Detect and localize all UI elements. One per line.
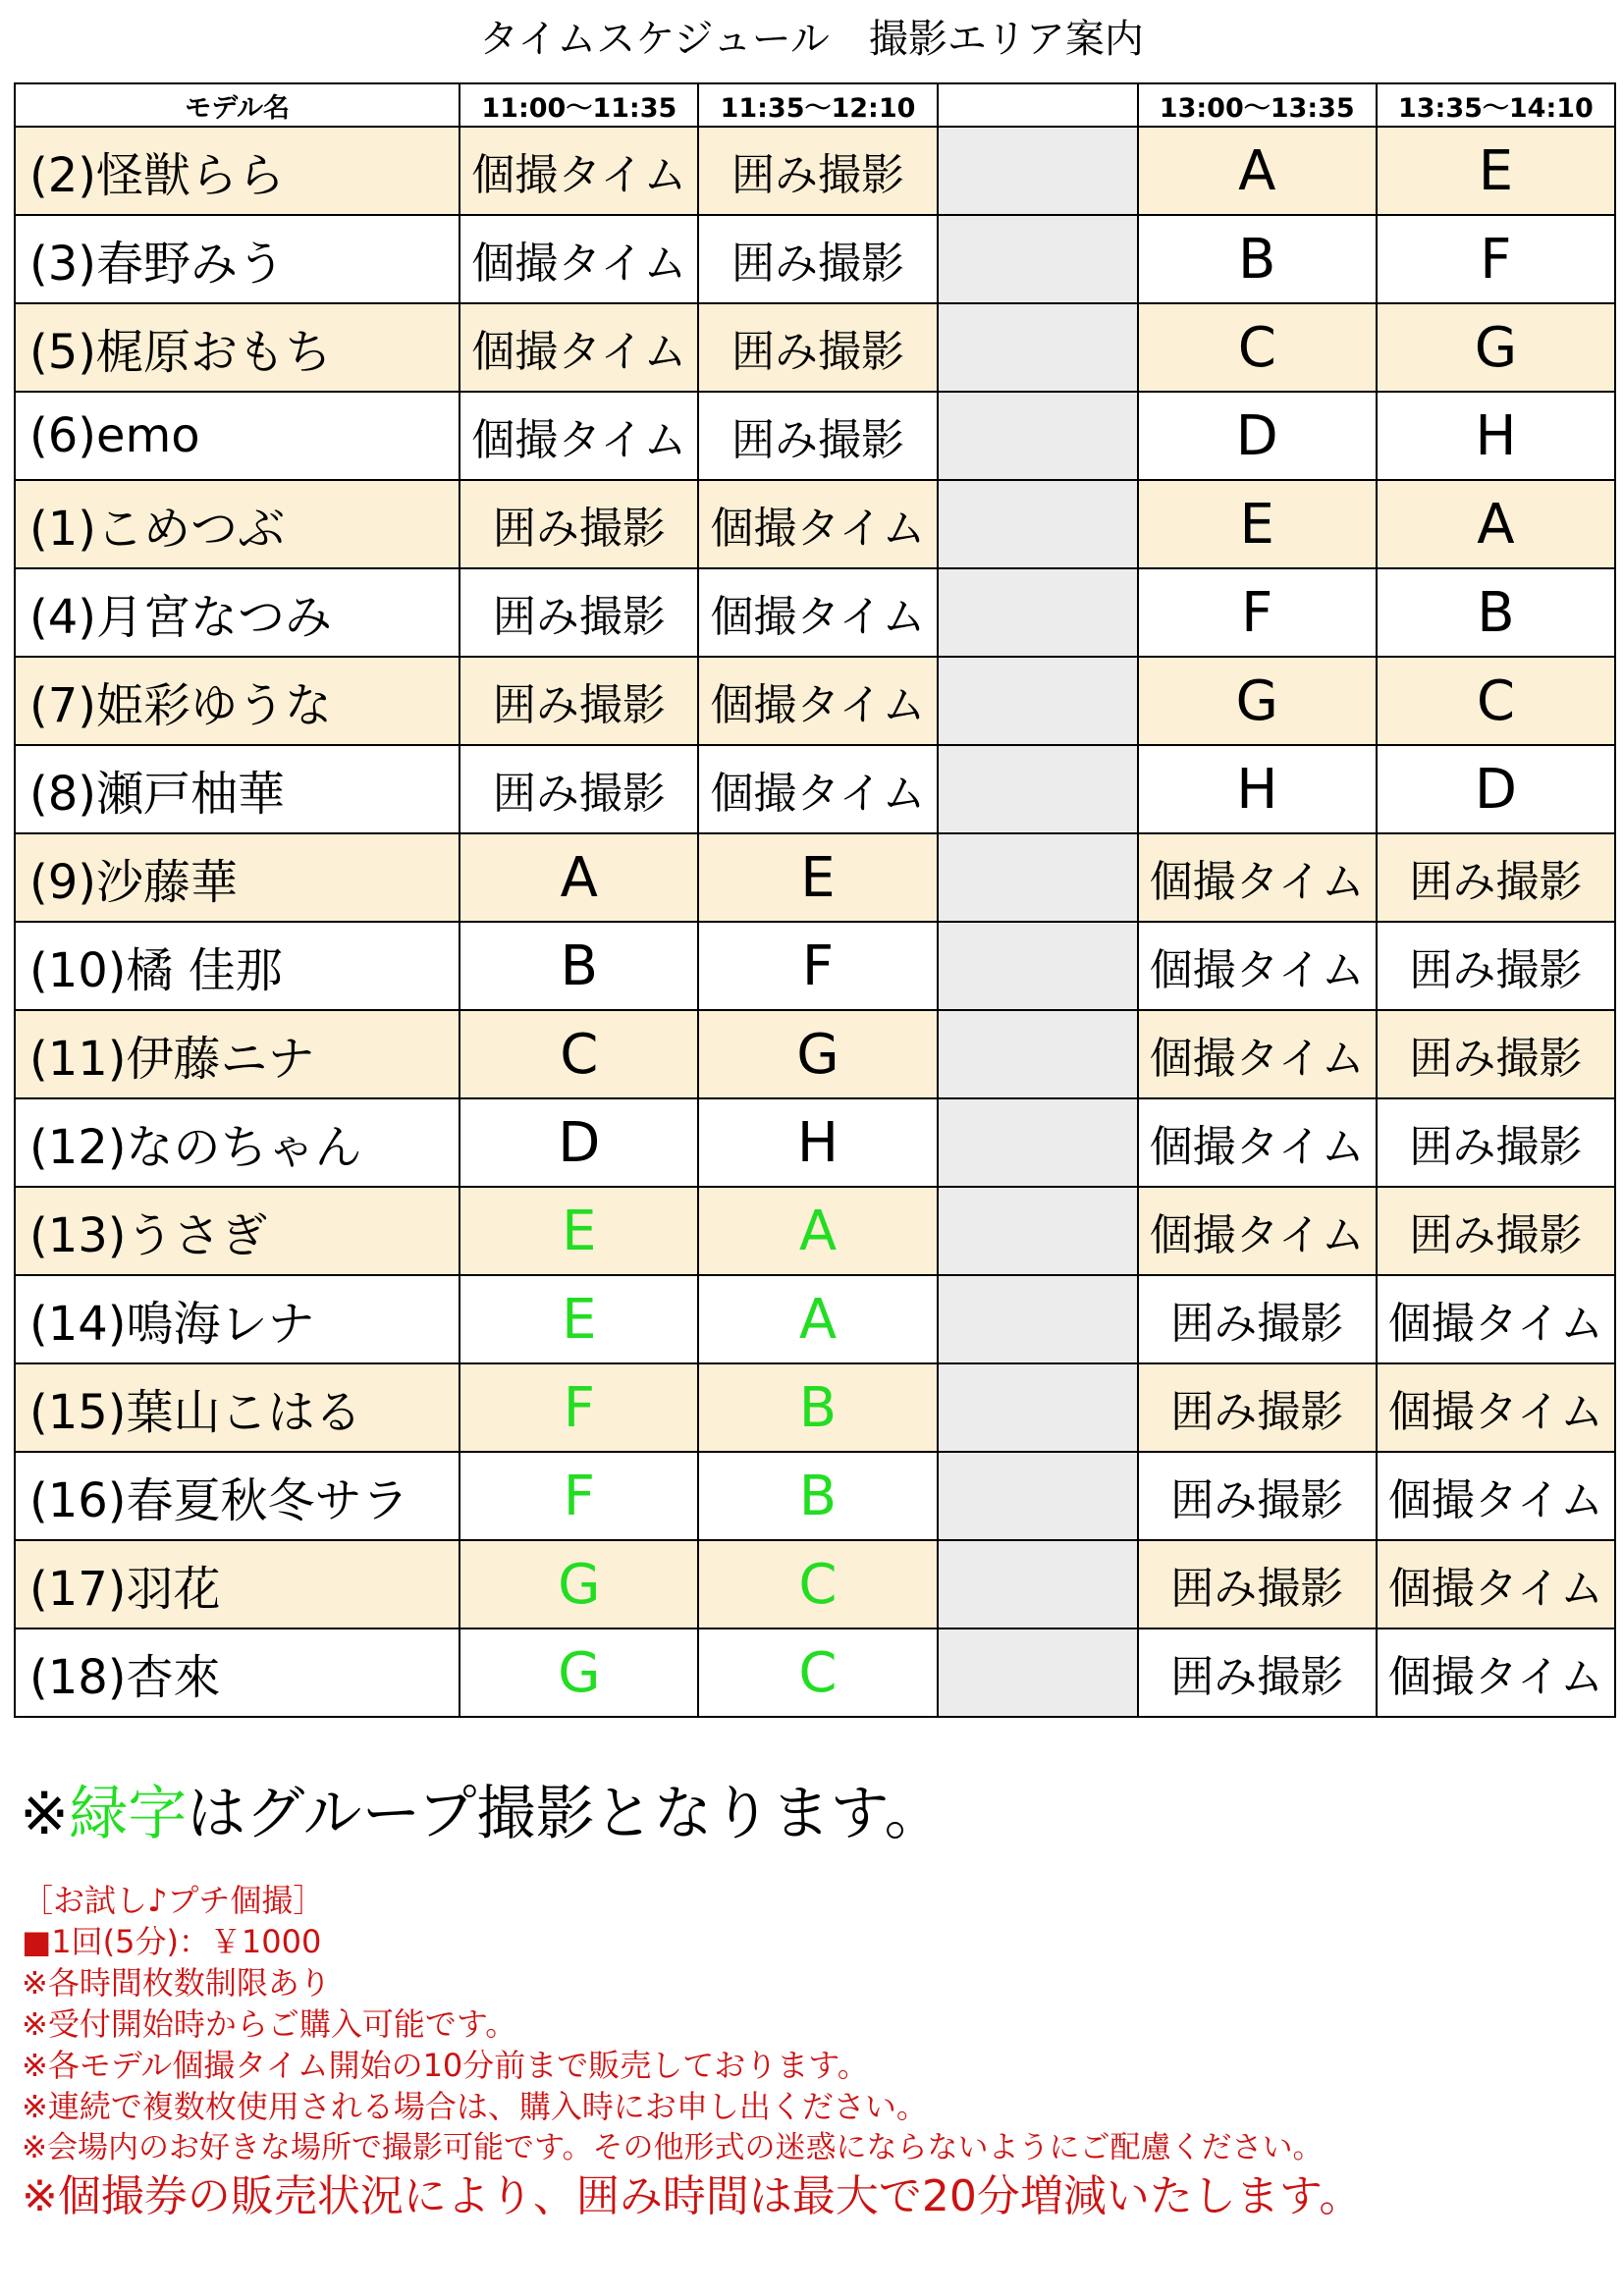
header-slot-1: 11:00～11:35 xyxy=(460,83,698,127)
slot-1-cell: F xyxy=(460,1452,698,1540)
slot-2-cell: E xyxy=(698,833,937,922)
slot-1-cell: 囲み撮影 xyxy=(460,480,698,568)
slot-4-cell: 個撮タイム xyxy=(1377,1540,1615,1629)
model-name-cell: (1)こめつぶ xyxy=(15,480,460,568)
slot-4-cell: H xyxy=(1377,392,1615,480)
slot-1-cell: 個撮タイム xyxy=(460,303,698,392)
notes-line-6: ※個撮券の販売状況により、囲み時間は最大で20分増減いたします。 xyxy=(22,2171,1363,2221)
notes-line-3: ※各モデル個撮タイム開始の10分前まで販売しております。 xyxy=(22,2047,869,2084)
slot-4-cell: 個撮タイム xyxy=(1377,1275,1615,1363)
slot-1-cell: 囲み撮影 xyxy=(460,568,698,657)
slot-4-cell: G xyxy=(1377,303,1615,392)
slot-3-cell: B xyxy=(1138,215,1377,303)
table-row xyxy=(15,745,1615,833)
model-name-cell: (5)梶原おもち xyxy=(15,303,460,392)
break-cell xyxy=(938,1010,1138,1098)
ticket-notes xyxy=(22,1880,1362,2225)
slot-1-cell: 個撮タイム xyxy=(460,215,698,303)
table-row xyxy=(15,833,1615,922)
slot-3-cell: H xyxy=(1138,745,1377,833)
slot-1-cell: 個撮タイム xyxy=(460,127,698,215)
break-cell xyxy=(938,1540,1138,1629)
slot-3-cell: C xyxy=(1138,303,1377,392)
slot-3-cell: 個撮タイム xyxy=(1138,1187,1377,1275)
table-row xyxy=(15,1098,1615,1187)
slot-3-cell: 囲み撮影 xyxy=(1138,1363,1377,1452)
slot-4-cell: 囲み撮影 xyxy=(1377,1098,1615,1187)
table-row xyxy=(15,1363,1615,1452)
slot-3-cell: E xyxy=(1138,480,1377,568)
slot-2-cell: A xyxy=(698,1275,937,1363)
break-cell xyxy=(938,1452,1138,1540)
slot-2-cell: C xyxy=(698,1629,937,1717)
slot-4-cell: 囲み撮影 xyxy=(1377,1010,1615,1098)
break-cell xyxy=(938,1187,1138,1275)
model-name-cell: (6)emo xyxy=(15,392,460,480)
header-slot-4: 13:35～14:10 xyxy=(1377,83,1615,127)
slot-4-cell: C xyxy=(1377,657,1615,745)
slot-4-cell: B xyxy=(1377,568,1615,657)
slot-3-cell: G xyxy=(1138,657,1377,745)
slot-2-cell: 個撮タイム xyxy=(698,568,937,657)
slot-4-cell: E xyxy=(1377,127,1615,215)
slot-3-cell: 個撮タイム xyxy=(1138,833,1377,922)
slot-1-cell: A xyxy=(460,833,698,922)
header-slot-3: 13:00～13:35 xyxy=(1138,83,1377,127)
break-cell xyxy=(938,745,1138,833)
table-row xyxy=(15,480,1615,568)
table-row xyxy=(15,1010,1615,1098)
table-row xyxy=(15,303,1615,392)
model-name-cell: (11)伊藤ニナ xyxy=(15,1010,460,1098)
break-cell xyxy=(938,127,1138,215)
page-title: タイムスケジュール 撮影エリア案内 xyxy=(479,17,1144,62)
slot-3-cell: 囲み撮影 xyxy=(1138,1540,1377,1629)
model-name-cell: (17)羽花 xyxy=(15,1540,460,1629)
break-cell xyxy=(938,1275,1138,1363)
notes-price: ■1回(5分)：￥1000 xyxy=(22,1923,322,1960)
slot-2-cell: 囲み撮影 xyxy=(698,215,937,303)
schedule-body xyxy=(15,127,1615,1717)
slot-3-cell: 個撮タイム xyxy=(1138,1010,1377,1098)
slot-4-cell: F xyxy=(1377,215,1615,303)
table-row xyxy=(15,1275,1615,1363)
group-note-suffix: はグループ撮影となります。 xyxy=(187,1780,944,1848)
notes-line-5: ※会場内のお好きな場所で撮影可能です。その他形式の迷惑にならないようにご配慮ください。 xyxy=(22,2130,1324,2165)
slot-4-cell: 個撮タイム xyxy=(1377,1363,1615,1452)
table-row xyxy=(15,215,1615,303)
slot-2-cell: B xyxy=(698,1363,937,1452)
slot-2-cell: 囲み撮影 xyxy=(698,127,937,215)
slot-2-cell: F xyxy=(698,922,937,1010)
slot-2-cell: 個撮タイム xyxy=(698,480,937,568)
slot-4-cell: 囲み撮影 xyxy=(1377,833,1615,922)
break-cell xyxy=(938,392,1138,480)
model-name-cell: (15)葉山こはる xyxy=(15,1363,460,1452)
notes-line-2: ※受付開始時からご購入可能です。 xyxy=(22,2005,517,2043)
header-row xyxy=(15,83,1615,127)
slot-2-cell: G xyxy=(698,1010,937,1098)
slot-1-cell: E xyxy=(460,1187,698,1275)
table-row xyxy=(15,1629,1615,1717)
table-row xyxy=(15,657,1615,745)
slot-1-cell: 個撮タイム xyxy=(460,392,698,480)
break-cell xyxy=(938,1629,1138,1717)
slot-4-cell: 個撮タイム xyxy=(1377,1629,1615,1717)
slot-3-cell: 囲み撮影 xyxy=(1138,1275,1377,1363)
model-name-cell: (9)沙藤華 xyxy=(15,833,460,922)
slot-3-cell: 囲み撮影 xyxy=(1138,1629,1377,1717)
group-note xyxy=(20,1775,944,1853)
table-row xyxy=(15,1452,1615,1540)
slot-4-cell: 囲み撮影 xyxy=(1377,922,1615,1010)
break-cell xyxy=(938,480,1138,568)
schedule-table xyxy=(14,82,1616,1718)
break-cell xyxy=(938,303,1138,392)
model-name-cell: (3)春野みう xyxy=(15,215,460,303)
model-name-cell: (14)鳴海レナ xyxy=(15,1275,460,1363)
slot-2-cell: C xyxy=(698,1540,937,1629)
model-name-cell: (4)月宮なつみ xyxy=(15,568,460,657)
break-cell xyxy=(938,1098,1138,1187)
slot-4-cell: A xyxy=(1377,480,1615,568)
slot-2-cell: 個撮タイム xyxy=(698,745,937,833)
slot-2-cell: 個撮タイム xyxy=(698,657,937,745)
slot-3-cell: A xyxy=(1138,127,1377,215)
table-row xyxy=(15,1540,1615,1629)
header-break xyxy=(938,83,1138,127)
model-name-cell: (18)杏來 xyxy=(15,1629,460,1717)
break-cell xyxy=(938,833,1138,922)
slot-4-cell: 囲み撮影 xyxy=(1377,1187,1615,1275)
table-row xyxy=(15,127,1615,215)
slot-4-cell: 個撮タイム xyxy=(1377,1452,1615,1540)
table-row xyxy=(15,922,1615,1010)
slot-3-cell: 個撮タイム xyxy=(1138,922,1377,1010)
header-slot-2: 11:35～12:10 xyxy=(698,83,937,127)
slot-1-cell: E xyxy=(460,1275,698,1363)
break-cell xyxy=(938,922,1138,1010)
slot-1-cell: 囲み撮影 xyxy=(460,745,698,833)
slot-2-cell: A xyxy=(698,1187,937,1275)
model-name-cell: (7)姫彩ゆうな xyxy=(15,657,460,745)
model-name-cell: (8)瀬戸柚華 xyxy=(15,745,460,833)
notes-line-4: ※連続で複数枚使用される場合は、購入時にお申し出ください。 xyxy=(22,2088,928,2125)
slot-3-cell: 囲み撮影 xyxy=(1138,1452,1377,1540)
slot-3-cell: D xyxy=(1138,392,1377,480)
slot-2-cell: B xyxy=(698,1452,937,1540)
slot-1-cell: D xyxy=(460,1098,698,1187)
model-name-cell: (10)橘 佳那 xyxy=(15,922,460,1010)
notes-heading: ［お試し♪プチ個撮］ xyxy=(22,1882,325,1919)
slot-3-cell: F xyxy=(1138,568,1377,657)
slot-2-cell: 囲み撮影 xyxy=(698,303,937,392)
slot-1-cell: G xyxy=(460,1540,698,1629)
model-name-cell: (16)春夏秋冬サラ xyxy=(15,1452,460,1540)
table-row xyxy=(15,1187,1615,1275)
model-name-cell: (2)怪獣らら xyxy=(15,127,460,215)
model-name-cell: (12)なのちゃん xyxy=(15,1098,460,1187)
table-row xyxy=(15,568,1615,657)
slot-1-cell: 囲み撮影 xyxy=(460,657,698,745)
slot-1-cell: F xyxy=(460,1363,698,1452)
notes-line-1: ※各時間枚数制限あり xyxy=(22,1964,331,2002)
header-model-name: モデル名 xyxy=(15,83,460,127)
model-name-cell: (13)うさぎ xyxy=(15,1187,460,1275)
group-note-prefix: ※ xyxy=(20,1780,70,1848)
slot-4-cell: D xyxy=(1377,745,1615,833)
group-note-green-text: 緑字 xyxy=(69,1780,188,1848)
slot-1-cell: B xyxy=(460,922,698,1010)
slot-1-cell: G xyxy=(460,1629,698,1717)
break-cell xyxy=(938,568,1138,657)
break-cell xyxy=(938,1363,1138,1452)
slot-2-cell: H xyxy=(698,1098,937,1187)
table-row xyxy=(15,392,1615,480)
break-cell xyxy=(938,657,1138,745)
break-cell xyxy=(938,215,1138,303)
slot-2-cell: 囲み撮影 xyxy=(698,392,937,480)
slot-1-cell: C xyxy=(460,1010,698,1098)
slot-3-cell: 個撮タイム xyxy=(1138,1098,1377,1187)
